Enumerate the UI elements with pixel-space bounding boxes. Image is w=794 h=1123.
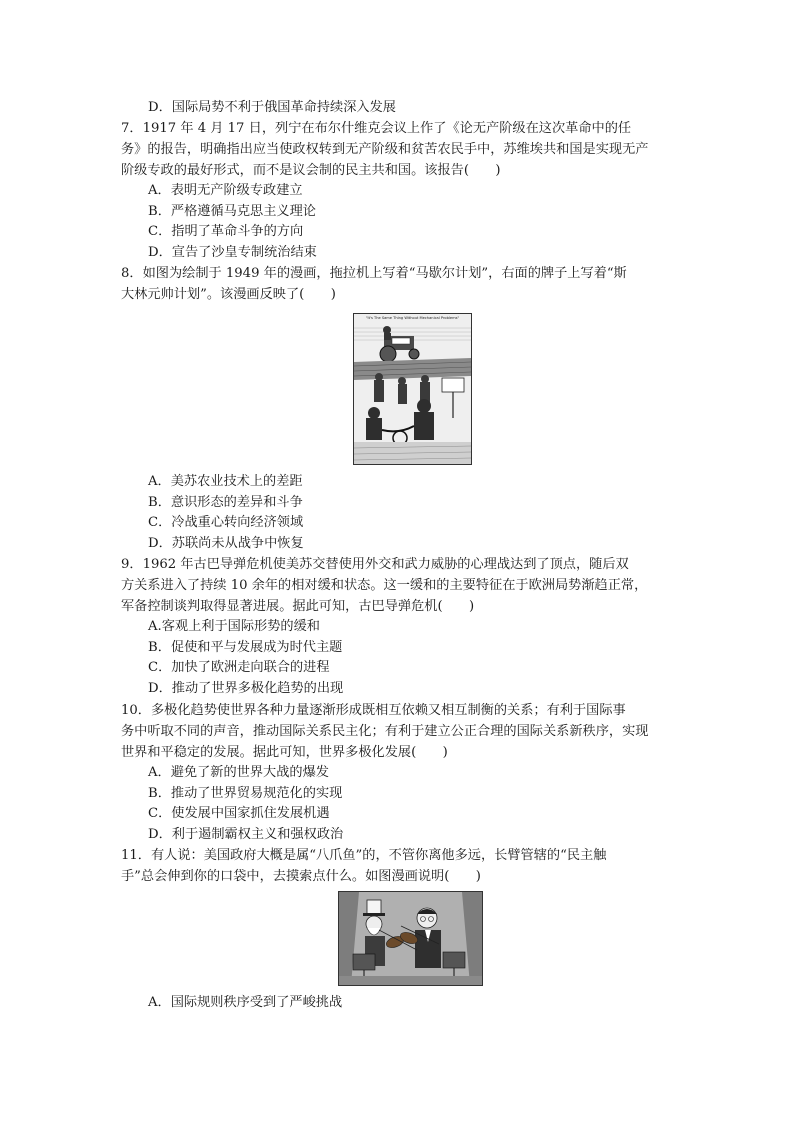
q8-stem-line-1: 8．如图为绘制于 1949 年的漫画，拖拉机上写着“马歇尔计划”，右面的牌子上写着“斯 — [121, 266, 627, 281]
q8-option-d: D．苏联尚未从战争中恢复 — [148, 536, 304, 551]
q7-option-b: B．严格遵循马克思主义理论 — [148, 204, 316, 219]
q10-option-c: C．使发展中国家抓住发展机遇 — [148, 806, 330, 821]
q9-stem-line-3: 军备控制谈判取得显著进展。据此可知，古巴导弹危机( ) — [121, 599, 475, 614]
q9-option-d: D．推动了世界多极化趋势的出现 — [148, 681, 344, 696]
q7-stem-line-1: 7．1917 年 4 月 17 日，列宁在布尔什维克会议上作了《论无产阶级在这次革命中的任 — [121, 121, 632, 136]
q7-option-c: C．指明了革命斗争的方向 — [148, 224, 304, 239]
q11-option-a: A．国际规则秩序受到了严峻挑战 — [148, 995, 343, 1010]
q8-option-b: B．意识形态的差异和斗争 — [148, 495, 303, 510]
q8-option-c: C．冷战重心转向经济领域 — [148, 515, 304, 530]
q11-stem-line-2: 手”总会伸到你的口袋中，去摸索点什么。如图漫画说明( ) — [121, 869, 481, 884]
q9-option-a: A.客观上利于国际形势的缓和 — [148, 619, 320, 634]
q8-option-a: A．美苏农业技术上的差距 — [148, 474, 303, 489]
q6-option-d: D．国际局势不利于俄国革命持续深入发展 — [148, 100, 396, 115]
q7-option-d: D．宣告了沙皇专制统治结束 — [148, 245, 317, 260]
q9-stem-line-1: 9．1962 年古巴导弹危机使美苏交替使用外交和武力威胁的心理战达到了顶点，随后双 — [121, 557, 629, 572]
q10-option-a: A．避免了新的世界大战的爆发 — [148, 765, 329, 780]
violin-cartoon-drawing — [339, 892, 482, 985]
q7-stem-line-3: 阶级专政的最好形式，而不是议会制的民主共和国。该报告( ) — [121, 163, 501, 178]
violin-cartoon — [338, 891, 483, 986]
cartoon-caption: "It's The Same Thing Without Mechanical Problems" — [365, 316, 460, 320]
cartoon-drawing — [354, 314, 471, 464]
q9-option-b: B．促使和平与发展成为时代主题 — [148, 640, 343, 655]
q10-option-b: B．推动了世界贸易规范化的实现 — [148, 786, 343, 801]
q9-option-c: C．加快了欧洲走向联合的进程 — [148, 660, 330, 675]
q7-stem-line-2: 务》的报告，明确指出应当使政权转到无产阶级和贫苦农民手中，苏维埃共和国是实现无产 — [121, 142, 649, 157]
q9-stem-line-2: 方关系进入了持续 10 余年的相对缓和状态。这一缓和的主要特征在于欧洲局势渐趋正常， — [121, 578, 648, 593]
q10-option-d: D．利于遏制霸权主义和强权政治 — [148, 827, 344, 842]
q8-stem-line-2: 大林元帅计划”。该漫画反映了( ) — [121, 287, 336, 302]
q7-option-a: A．表明无产阶级专政建立 — [148, 183, 303, 198]
q10-stem-line-1: 10．多极化趋势使世界各种力量逐渐形成既相互依赖又相互制衡的关系；有利于国际事 — [121, 703, 626, 718]
q11-stem-line-1: 11．有人说：美国政府大概是属“八爪鱼”的，不管你离他多远，长臂管辖的“民主触 — [121, 848, 607, 863]
q10-stem-line-2: 务中听取不同的声音，推动国际关系民主化；有利于建立公正合理的国际关系新秩序，实现 — [121, 724, 649, 739]
q10-stem-line-3: 世界和平稳定的发展。据此可知，世界多极化发展( ) — [121, 745, 448, 760]
marshall-plan-cartoon — [353, 313, 472, 465]
right-figure — [415, 908, 441, 968]
